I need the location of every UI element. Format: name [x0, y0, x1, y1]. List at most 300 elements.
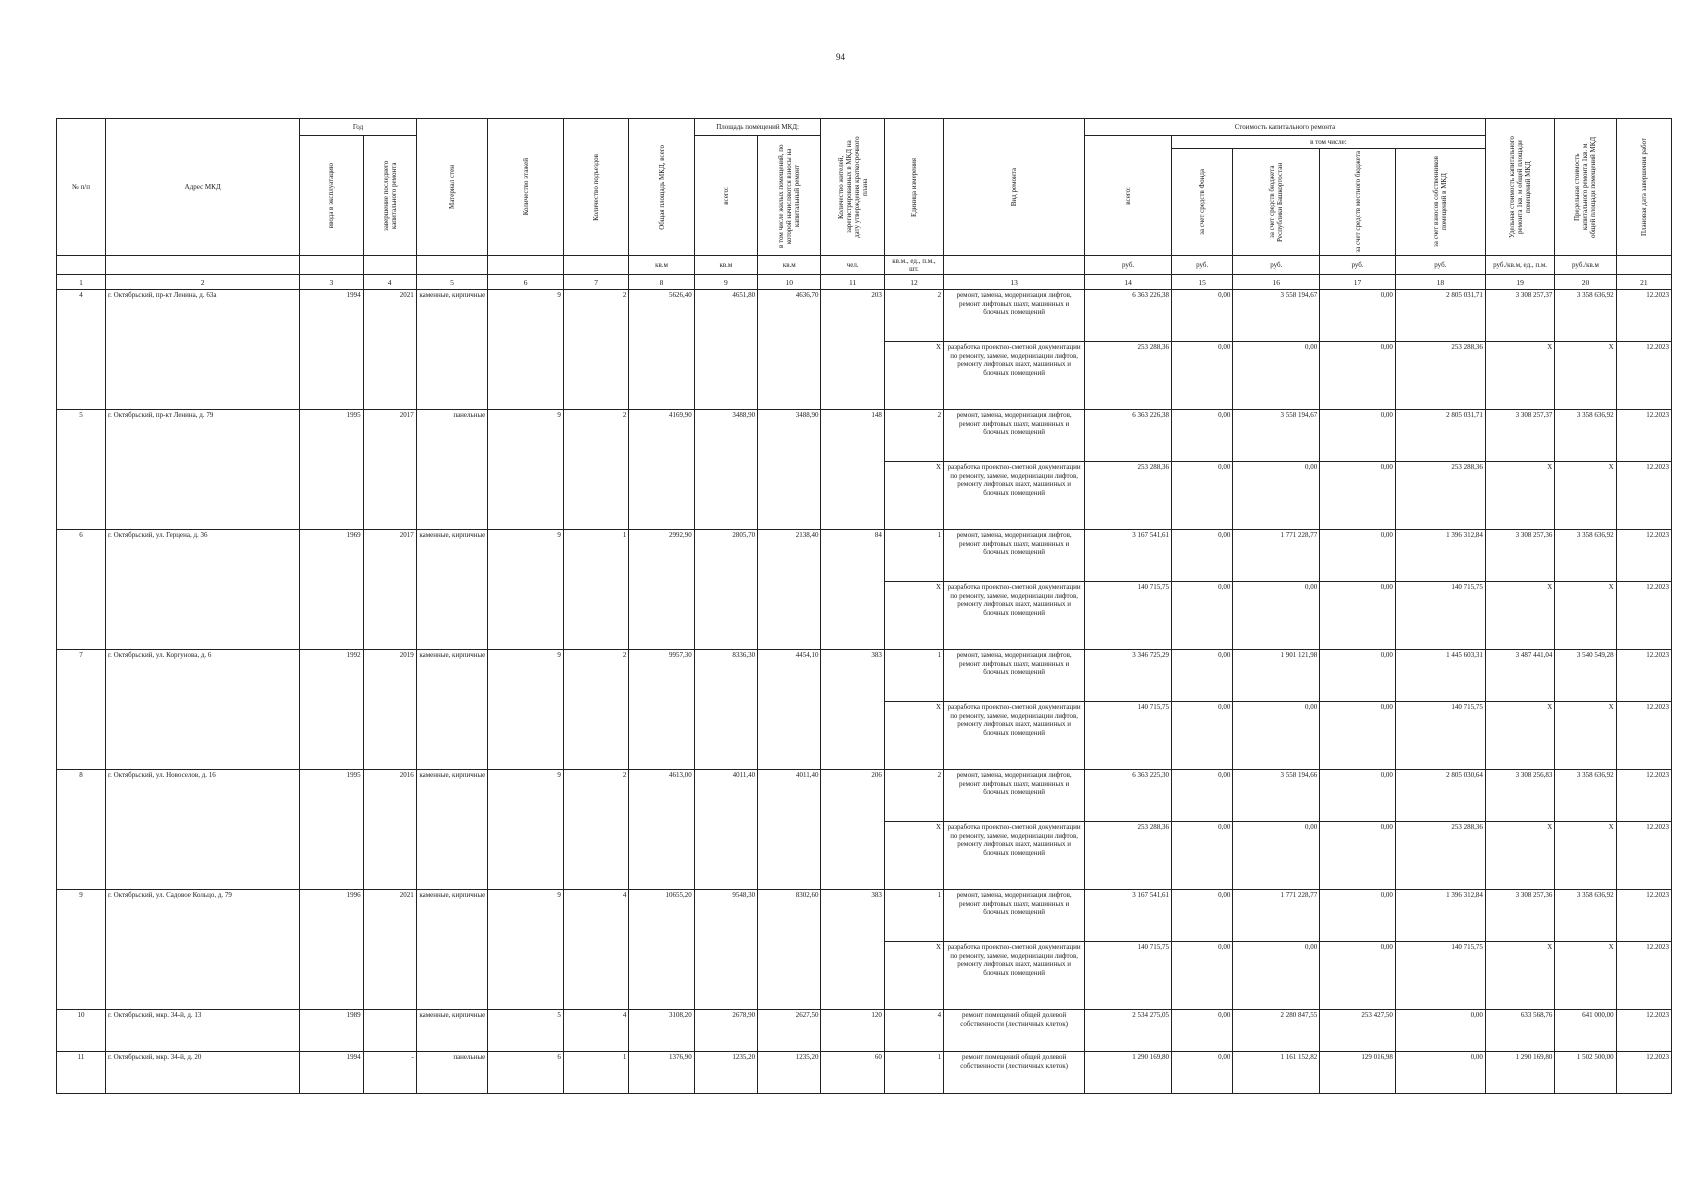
- unit-cell: руб.: [1233, 256, 1320, 275]
- row-number: 11: [57, 1052, 106, 1094]
- work-unit: 2: [884, 290, 943, 342]
- work-cost-local: 0,00: [1320, 890, 1396, 942]
- column-number-cell: 11: [821, 275, 884, 290]
- work-cost-fund: 0,00: [1172, 1010, 1233, 1052]
- row-area-fee: 1235,20: [758, 1052, 821, 1094]
- work-unit: X: [884, 342, 943, 410]
- work-unit-cost: X: [1485, 582, 1555, 650]
- work-cost-republic: 0,00: [1233, 582, 1320, 650]
- work-cost-local: 0,00: [1320, 702, 1396, 770]
- work-type: ремонт, замена, модернизация лифтов, ремонт лифтовых шахт, машинных и блочных помещений: [944, 770, 1085, 822]
- column-number-cell: 21: [1616, 275, 1671, 290]
- work-cost-republic: 3 558 194,67: [1233, 410, 1320, 462]
- hdr-cost-fund: за счет средств Фонда: [1172, 149, 1233, 256]
- work-unit: 1: [884, 890, 943, 942]
- work-cost-owners: 0,00: [1395, 1010, 1485, 1052]
- work-limit-cost: X: [1555, 702, 1616, 770]
- row-year-last-repair: 2021: [363, 890, 416, 1010]
- work-cost-republic: 3 558 194,67: [1233, 290, 1320, 342]
- row-total-area: 10655,20: [629, 890, 694, 1010]
- row-area-fee: 2138,40: [758, 530, 821, 650]
- column-number-cell: 8: [629, 275, 694, 290]
- row-total-area: 3108,20: [629, 1010, 694, 1052]
- column-number-cell: 4: [363, 275, 416, 290]
- row-residents: 383: [821, 890, 884, 1010]
- row-area-total: 4011,40: [694, 770, 757, 890]
- column-number-cell: 7: [563, 275, 628, 290]
- hdr-year-commission: ввода в эксплуатацию: [300, 136, 363, 256]
- work-limit-cost: X: [1555, 462, 1616, 530]
- work-limit-cost: X: [1555, 342, 1616, 410]
- repair-plan-table: [56, 118, 1672, 1094]
- row-number: 5: [57, 410, 106, 530]
- row-floors: 5: [488, 1010, 564, 1052]
- work-planned-date: 12.2023: [1616, 1010, 1671, 1052]
- unit-cell: руб./кв.м: [1555, 256, 1616, 275]
- work-cost-republic: 0,00: [1233, 942, 1320, 1010]
- row-entrances: 2: [563, 650, 628, 770]
- work-unit-cost: X: [1485, 822, 1555, 890]
- row-year-last-repair: 2021: [363, 290, 416, 410]
- work-unit-cost: 3 308 257,36: [1485, 890, 1555, 942]
- row-residents: 203: [821, 290, 884, 410]
- row-address: г. Октябрьский, ул. Новоселов, д. 16: [106, 770, 300, 890]
- row-area-total: 2678,90: [694, 1010, 757, 1052]
- row-entrances: 1: [563, 530, 628, 650]
- column-number-cell: 16: [1233, 275, 1320, 290]
- work-cost-fund: 0,00: [1172, 342, 1233, 410]
- work-cost-total: 253 288,36: [1085, 462, 1172, 530]
- work-cost-local: 0,00: [1320, 462, 1396, 530]
- work-planned-date: 12.2023: [1616, 822, 1671, 890]
- row-year-commission: 1995: [300, 410, 363, 530]
- work-planned-date: 12.2023: [1616, 582, 1671, 650]
- work-cost-total: 140 715,75: [1085, 702, 1172, 770]
- work-unit: X: [884, 702, 943, 770]
- work-cost-republic: 0,00: [1233, 342, 1320, 410]
- work-cost-owners: 2 805 030,64: [1395, 770, 1485, 822]
- row-material: каменные, кирпичные: [416, 530, 488, 650]
- unit-cell: [944, 256, 1085, 275]
- work-cost-owners: 2 805 031,71: [1395, 410, 1485, 462]
- work-unit: 1: [884, 1052, 943, 1094]
- column-number-cell: 2: [106, 275, 300, 290]
- work-unit-cost: X: [1485, 702, 1555, 770]
- unit-cell: кв.м., ед., п.м., шт.: [884, 256, 943, 275]
- work-planned-date: 12.2023: [1616, 342, 1671, 410]
- work-cost-total: 6 363 225,30: [1085, 770, 1172, 822]
- column-numbers-row: [57, 275, 1672, 290]
- row-year-last-repair: 2017: [363, 530, 416, 650]
- row-number: 4: [57, 290, 106, 410]
- row-total-area: 2992,90: [629, 530, 694, 650]
- work-cost-local: 0,00: [1320, 342, 1396, 410]
- row-entrances: 1: [563, 1052, 628, 1094]
- column-number-cell: 9: [694, 275, 757, 290]
- row-material: каменные, кирпичные: [416, 290, 488, 410]
- work-cost-owners: 0,00: [1395, 1052, 1485, 1094]
- unit-cell: руб.: [1320, 256, 1396, 275]
- work-cost-owners: 2 805 031,71: [1395, 290, 1485, 342]
- unit-cell: руб.: [1172, 256, 1233, 275]
- hdr-cost-republic: за счет средств бюджета Республики Башкортостан: [1233, 149, 1320, 256]
- row-material: панельные: [416, 1052, 488, 1094]
- row-floors: 6: [488, 1052, 564, 1094]
- row-floors: 9: [488, 290, 564, 410]
- work-unit-cost: 3 487 441,04: [1485, 650, 1555, 702]
- row-area-fee: 4636,70: [758, 290, 821, 410]
- hdr-total-area: Общая площадь МКД, всего: [629, 119, 694, 256]
- work-type: ремонт, замена, модернизация лифтов, ремонт лифтовых шахт, машинных и блочных помещений: [944, 410, 1085, 462]
- row-year-commission: 1995: [300, 770, 363, 890]
- work-type: разработка проектно-сметной документации по ремонту, замене, модернизации лифтов, ремонту лифтовых шахт, машинных и блочных помещений: [944, 582, 1085, 650]
- hdr-area-group: Площадь помещений МКД:: [694, 119, 821, 136]
- work-planned-date: 12.2023: [1616, 290, 1671, 342]
- row-area-total: 2805,70: [694, 530, 757, 650]
- hdr-num: № п/п: [57, 119, 106, 256]
- row-address: г. Октябрьский, ул. Коргунова, д. 6: [106, 650, 300, 770]
- work-limit-cost: 3 358 636,92: [1555, 290, 1616, 342]
- work-cost-total: 140 715,75: [1085, 582, 1172, 650]
- row-year-commission: 1992: [300, 650, 363, 770]
- row-address: г. Октябрьский, ул. Садовое Кольцо, д. 79: [106, 890, 300, 1010]
- work-unit: 4: [884, 1010, 943, 1052]
- row-entrances: 2: [563, 290, 628, 410]
- unit-cell: чел.: [821, 256, 884, 275]
- work-type: ремонт, замена, модернизация лифтов, ремонт лифтовых шахт, машинных и блочных помещений: [944, 290, 1085, 342]
- row-floors: 9: [488, 890, 564, 1010]
- work-unit-cost: 1 290 169,80: [1485, 1052, 1555, 1094]
- column-number-cell: 19: [1485, 275, 1555, 290]
- row-number: 6: [57, 530, 106, 650]
- unit-cell: кв.м: [629, 256, 694, 275]
- hdr-work-type: Вид ремонта: [944, 119, 1085, 256]
- work-unit-cost: 3 308 257,37: [1485, 410, 1555, 462]
- work-limit-cost: 3 540 549,28: [1555, 650, 1616, 702]
- work-cost-total: 3 346 725,29: [1085, 650, 1172, 702]
- row-number: 10: [57, 1010, 106, 1052]
- work-cost-owners: 140 715,75: [1395, 582, 1485, 650]
- hdr-limit-cost: Предельная стоимость капитального ремонта 1кв. м общей площади помещений МКД: [1555, 119, 1616, 256]
- work-cost-owners: 253 288,36: [1395, 342, 1485, 410]
- row-number: 7: [57, 650, 106, 770]
- unit-cell: руб.: [1085, 256, 1172, 275]
- row-floors: 9: [488, 650, 564, 770]
- hdr-entrances: Количество подъездов: [563, 119, 628, 256]
- work-limit-cost: 3 358 636,92: [1555, 530, 1616, 582]
- unit-cell: [57, 256, 106, 275]
- work-planned-date: 12.2023: [1616, 1052, 1671, 1094]
- work-cost-total: 253 288,36: [1085, 342, 1172, 410]
- work-cost-owners: 1 445 603,31: [1395, 650, 1485, 702]
- work-unit-cost: X: [1485, 462, 1555, 530]
- work-unit-cost: 3 308 256,83: [1485, 770, 1555, 822]
- work-unit: X: [884, 942, 943, 1010]
- work-cost-total: 3 167 541,61: [1085, 890, 1172, 942]
- row-residents: 120: [821, 1010, 884, 1052]
- work-unit: 2: [884, 410, 943, 462]
- row-material: панельные: [416, 410, 488, 530]
- work-unit-cost: 3 308 257,37: [1485, 290, 1555, 342]
- work-cost-total: 140 715,75: [1085, 942, 1172, 1010]
- table-row: [57, 290, 1672, 342]
- work-unit-cost: X: [1485, 942, 1555, 1010]
- work-cost-local: 0,00: [1320, 582, 1396, 650]
- work-limit-cost: 1 502 500,00: [1555, 1052, 1616, 1094]
- work-cost-republic: 1 771 228,77: [1233, 530, 1320, 582]
- column-number-cell: 6: [488, 275, 564, 290]
- work-unit-cost: 3 308 257,36: [1485, 530, 1555, 582]
- work-cost-fund: 0,00: [1172, 822, 1233, 890]
- work-cost-owners: 1 396 312,84: [1395, 530, 1485, 582]
- work-cost-local: 0,00: [1320, 290, 1396, 342]
- row-address: г. Октябрьский, мкр. 34-й, д. 13: [106, 1010, 300, 1052]
- work-limit-cost: 3 358 636,92: [1555, 770, 1616, 822]
- work-cost-total: 253 288,36: [1085, 822, 1172, 890]
- hdr-unit-cost: Удельная стоимость капитального ремонта 1кв. м общей площади помещений МКД: [1485, 119, 1555, 256]
- work-cost-fund: 0,00: [1172, 290, 1233, 342]
- hdr-year: Год: [300, 119, 417, 136]
- row-year-last-repair: 2017: [363, 410, 416, 530]
- work-planned-date: 12.2023: [1616, 650, 1671, 702]
- work-limit-cost: 3 358 636,92: [1555, 890, 1616, 942]
- hdr-cost-owners: за счет взносов собственников помещений в МКД: [1395, 149, 1485, 256]
- work-cost-republic: 3 558 194,66: [1233, 770, 1320, 822]
- column-number-cell: 3: [300, 275, 363, 290]
- work-cost-republic: 0,00: [1233, 462, 1320, 530]
- work-unit: X: [884, 822, 943, 890]
- work-planned-date: 12.2023: [1616, 770, 1671, 822]
- row-entrances: 2: [563, 410, 628, 530]
- work-unit: 2: [884, 770, 943, 822]
- row-year-last-repair: [363, 1010, 416, 1052]
- unit-cell: [563, 256, 628, 275]
- hdr-year-last-repair: завершение последнего капитального ремонта: [363, 136, 416, 256]
- row-area-total: 3488,90: [694, 410, 757, 530]
- column-number-cell: 10: [758, 275, 821, 290]
- table-row: [57, 1052, 1672, 1094]
- work-cost-owners: 140 715,75: [1395, 702, 1485, 770]
- table-row: [57, 890, 1672, 942]
- row-year-last-repair: 2019: [363, 650, 416, 770]
- row-material: каменные, кирпичные: [416, 1010, 488, 1052]
- work-unit-cost: 633 568,76: [1485, 1010, 1555, 1052]
- table-row: [57, 770, 1672, 822]
- work-cost-total: 2 534 275,05: [1085, 1010, 1172, 1052]
- work-cost-local: 0,00: [1320, 822, 1396, 890]
- column-number-cell: 14: [1085, 275, 1172, 290]
- column-number-cell: 5: [416, 275, 488, 290]
- work-cost-total: 3 167 541,61: [1085, 530, 1172, 582]
- work-cost-republic: 1 901 121,98: [1233, 650, 1320, 702]
- row-area-fee: 2627,50: [758, 1010, 821, 1052]
- row-total-area: 5626,40: [629, 290, 694, 410]
- work-cost-owners: 253 288,36: [1395, 462, 1485, 530]
- table-row: [57, 1010, 1672, 1052]
- work-cost-local: 0,00: [1320, 770, 1396, 822]
- row-year-last-repair: -: [363, 1052, 416, 1094]
- row-area-total: 1235,20: [694, 1052, 757, 1094]
- column-number-cell: 17: [1320, 275, 1396, 290]
- row-address: г. Октябрьский, ул. Герцена, д. 36: [106, 530, 300, 650]
- work-unit: 1: [884, 530, 943, 582]
- unit-cell: кв.м: [694, 256, 757, 275]
- work-cost-fund: 0,00: [1172, 582, 1233, 650]
- work-unit: X: [884, 582, 943, 650]
- work-type: ремонт помещений общей долевой собственности (лестничных клеток): [944, 1052, 1085, 1094]
- work-planned-date: 12.2023: [1616, 462, 1671, 530]
- row-area-total: 9548,30: [694, 890, 757, 1010]
- work-cost-fund: 0,00: [1172, 410, 1233, 462]
- row-year-last-repair: 2016: [363, 770, 416, 890]
- hdr-residents: Количество жителей, зарегистрированных в МКД на дату утверждения краткосрочного плана: [821, 119, 884, 256]
- work-cost-fund: 0,00: [1172, 942, 1233, 1010]
- work-limit-cost: 3 358 636,92: [1555, 410, 1616, 462]
- unit-cell: [363, 256, 416, 275]
- hdr-area-total: всего:: [694, 136, 757, 256]
- work-cost-owners: 253 288,36: [1395, 822, 1485, 890]
- row-total-area: 4613,00: [629, 770, 694, 890]
- column-number-cell: 20: [1555, 275, 1616, 290]
- work-cost-local: 129 016,98: [1320, 1052, 1396, 1094]
- unit-cell: [300, 256, 363, 275]
- work-cost-republic: 1 771 228,77: [1233, 890, 1320, 942]
- work-planned-date: 12.2023: [1616, 890, 1671, 942]
- hdr-cost-sub: в том числе:: [1172, 136, 1486, 149]
- work-cost-owners: 1 396 312,84: [1395, 890, 1485, 942]
- row-year-commission: 1994: [300, 290, 363, 410]
- work-planned-date: 12.2023: [1616, 942, 1671, 1010]
- row-address: г. Октябрьский, пр-кт Ленина, д. 63а: [106, 290, 300, 410]
- row-residents: 383: [821, 650, 884, 770]
- row-address: г. Октябрьский, мкр. 34-й, д. 20: [106, 1052, 300, 1094]
- row-floors: 9: [488, 410, 564, 530]
- work-cost-fund: 0,00: [1172, 462, 1233, 530]
- work-planned-date: 12.2023: [1616, 410, 1671, 462]
- row-area-fee: 8302,60: [758, 890, 821, 1010]
- work-type: разработка проектно-сметной документации по ремонту, замене, модернизации лифтов, ремонту лифтовых шахт, машинных и блочных помещений: [944, 342, 1085, 410]
- work-cost-fund: 0,00: [1172, 530, 1233, 582]
- work-cost-local: 0,00: [1320, 530, 1396, 582]
- row-residents: 60: [821, 1052, 884, 1094]
- work-limit-cost: 641 000,00: [1555, 1010, 1616, 1052]
- work-limit-cost: X: [1555, 582, 1616, 650]
- work-cost-local: 0,00: [1320, 942, 1396, 1010]
- work-planned-date: 12.2023: [1616, 702, 1671, 770]
- work-type: разработка проектно-сметной документации по ремонту, замене, модернизации лифтов, ремонту лифтовых шахт, машинных и блочных помещений: [944, 462, 1085, 530]
- work-planned-date: 12.2023: [1616, 530, 1671, 582]
- row-area-total: 8336,30: [694, 650, 757, 770]
- hdr-address: Адрес МКД: [106, 119, 300, 256]
- work-cost-republic: 0,00: [1233, 702, 1320, 770]
- row-area-fee: 4454,10: [758, 650, 821, 770]
- work-cost-fund: 0,00: [1172, 650, 1233, 702]
- work-type: ремонт помещений общей долевой собственности (лестничных клеток): [944, 1010, 1085, 1052]
- unit-cell: руб./кв.м, ед., п.м.: [1485, 256, 1555, 275]
- work-limit-cost: X: [1555, 942, 1616, 1010]
- hdr-cost-group: Стоимость капитального ремонта: [1085, 119, 1486, 136]
- work-unit: X: [884, 462, 943, 530]
- row-entrances: 4: [563, 1010, 628, 1052]
- row-entrances: 4: [563, 890, 628, 1010]
- work-cost-republic: 0,00: [1233, 822, 1320, 890]
- row-total-area: 4169,90: [629, 410, 694, 530]
- hdr-cost-total: всего:: [1085, 136, 1172, 256]
- row-year-commission: 1994: [300, 1052, 363, 1094]
- row-area-fee: 4011,40: [758, 770, 821, 890]
- page-number: 94: [836, 52, 845, 62]
- row-entrances: 2: [563, 770, 628, 890]
- work-cost-republic: 1 161 152,82: [1233, 1052, 1320, 1094]
- work-cost-republic: 2 280 847,55: [1233, 1010, 1320, 1052]
- table-body: [57, 290, 1672, 1094]
- work-cost-local: 0,00: [1320, 410, 1396, 462]
- column-number-cell: 15: [1172, 275, 1233, 290]
- row-address: г. Октябрьский, пр-кт Ленина, д. 79: [106, 410, 300, 530]
- unit-cell: [416, 256, 488, 275]
- column-number-cell: 12: [884, 275, 943, 290]
- work-type: разработка проектно-сметной документации по ремонту, замене, модернизации лифтов, ремонту лифтовых шахт, машинных и блочных помещений: [944, 702, 1085, 770]
- row-number: 8: [57, 770, 106, 890]
- hdr-unit: Единица измерения: [884, 119, 943, 256]
- work-cost-owners: 140 715,75: [1395, 942, 1485, 1010]
- row-year-commission: 1989: [300, 1010, 363, 1052]
- work-type: ремонт, замена, модернизация лифтов, ремонт лифтовых шахт, машинных и блочных помещений: [944, 650, 1085, 702]
- row-year-commission: 1969: [300, 530, 363, 650]
- hdr-planned-date: Плановая дата завершения работ: [1616, 119, 1671, 256]
- hdr-area-fee: в том числе жилых помещений, по которой начисляются взносы на капитальный ремонт: [758, 136, 821, 256]
- row-area-fee: 3488,90: [758, 410, 821, 530]
- row-floors: 9: [488, 770, 564, 890]
- unit-cell: кв.м: [758, 256, 821, 275]
- work-cost-fund: 0,00: [1172, 890, 1233, 942]
- work-type: разработка проектно-сметной документации по ремонту, замене, модернизации лифтов, ремонту лифтовых шахт, машинных и блочных помещений: [944, 942, 1085, 1010]
- work-cost-total: 6 363 226,38: [1085, 290, 1172, 342]
- hdr-cost-local: за счет средств местного бюджета: [1320, 149, 1396, 256]
- row-residents: 206: [821, 770, 884, 890]
- row-number: 9: [57, 890, 106, 1010]
- table-row: [57, 650, 1672, 702]
- work-cost-total: 6 363 226,38: [1085, 410, 1172, 462]
- work-unit-cost: X: [1485, 342, 1555, 410]
- units-row: [57, 256, 1672, 275]
- row-total-area: 1376,90: [629, 1052, 694, 1094]
- hdr-material: Материал стен: [416, 119, 488, 256]
- work-unit: 1: [884, 650, 943, 702]
- column-number-cell: 13: [944, 275, 1085, 290]
- unit-cell: [488, 256, 564, 275]
- work-cost-local: 0,00: [1320, 650, 1396, 702]
- work-limit-cost: X: [1555, 822, 1616, 890]
- work-cost-fund: 0,00: [1172, 1052, 1233, 1094]
- work-type: ремонт, замена, модернизация лифтов, ремонт лифтовых шахт, машинных и блочных помещений: [944, 890, 1085, 942]
- work-cost-total: 1 290 169,80: [1085, 1052, 1172, 1094]
- row-residents: 148: [821, 410, 884, 530]
- column-number-cell: 18: [1395, 275, 1485, 290]
- column-number-cell: 1: [57, 275, 106, 290]
- work-type: ремонт, замена, модернизация лифтов, ремонт лифтовых шахт, машинных и блочных помещений: [944, 530, 1085, 582]
- work-cost-local: 253 427,50: [1320, 1010, 1396, 1052]
- unit-cell: [106, 256, 300, 275]
- row-area-total: 4651,80: [694, 290, 757, 410]
- row-residents: 84: [821, 530, 884, 650]
- row-year-commission: 1996: [300, 890, 363, 1010]
- row-material: каменные, кирпичные: [416, 650, 488, 770]
- row-total-area: 9957,30: [629, 650, 694, 770]
- work-cost-fund: 0,00: [1172, 770, 1233, 822]
- work-cost-fund: 0,00: [1172, 702, 1233, 770]
- row-material: каменные, кирпичные: [416, 890, 488, 1010]
